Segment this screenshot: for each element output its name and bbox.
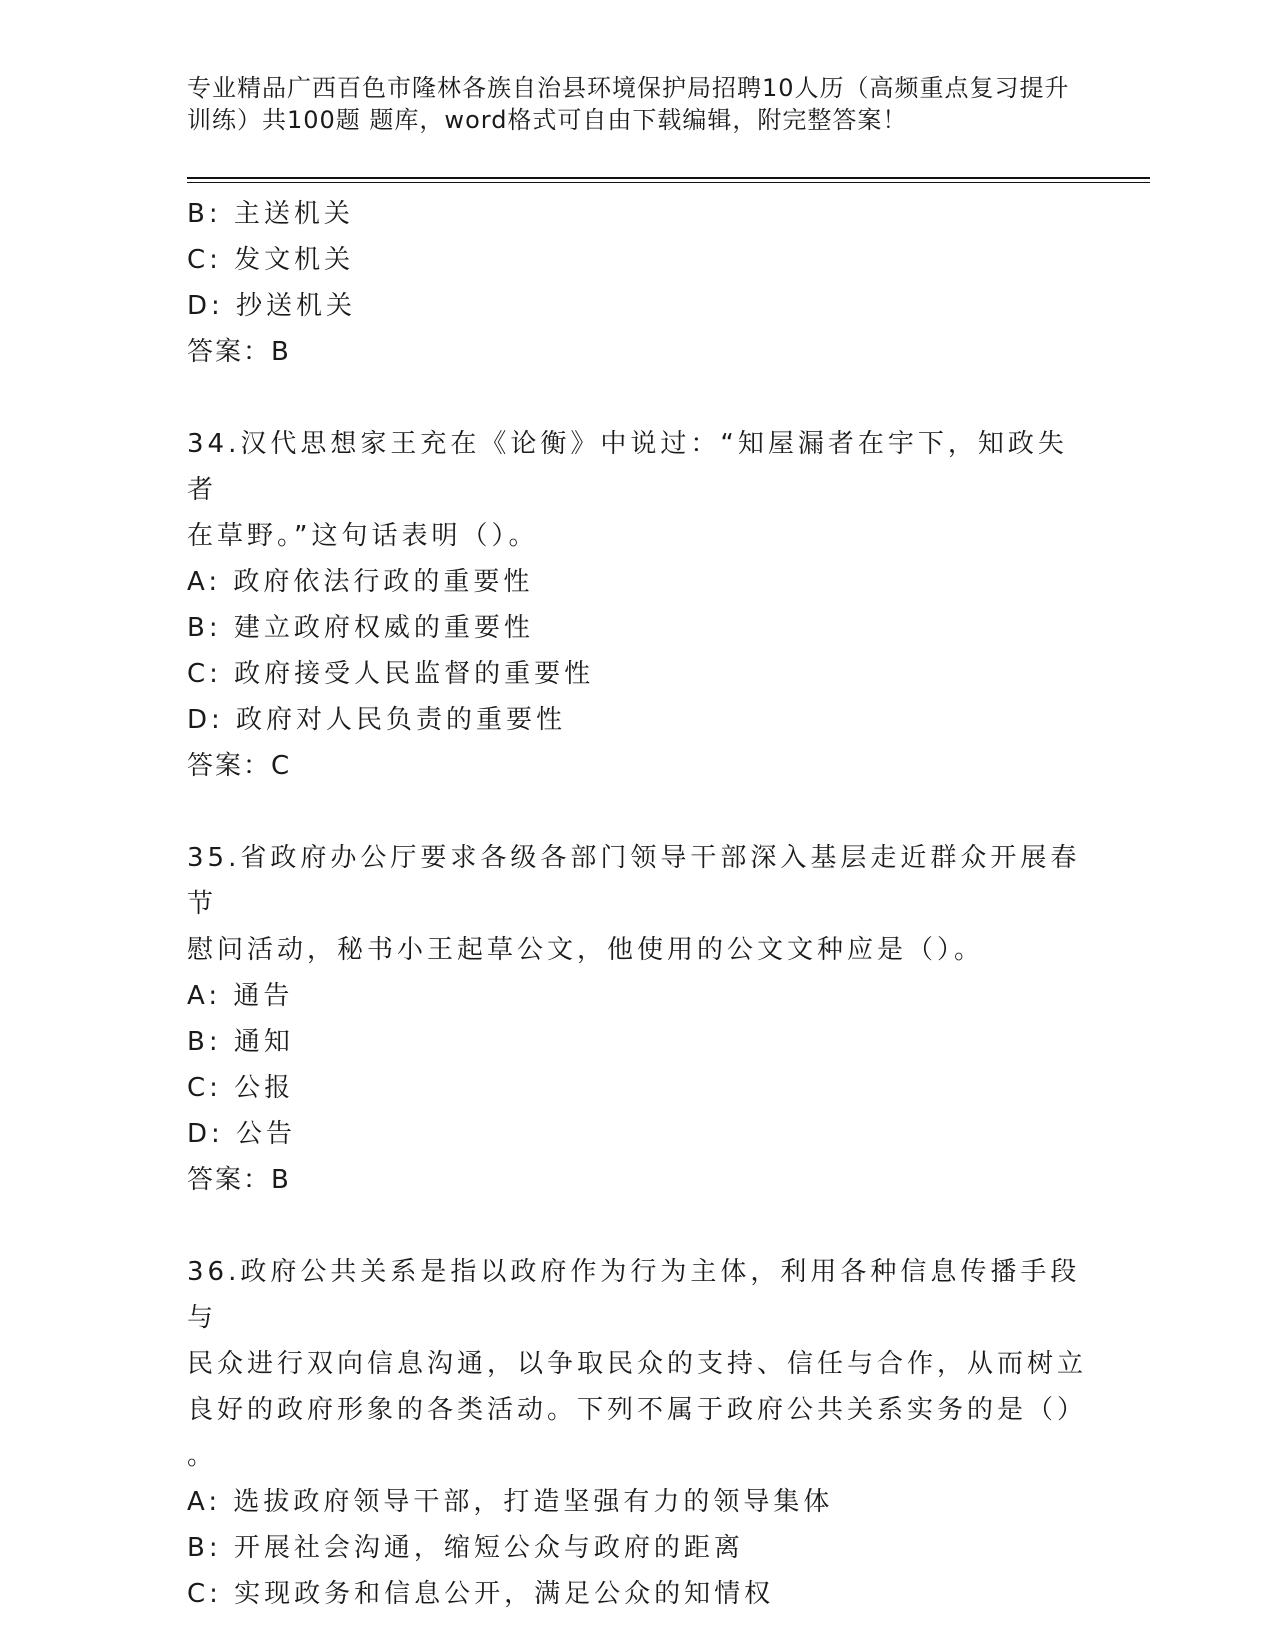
question-stem-line: 36.政府公共关系是指以政府作为行为主体，利用各种信息传播手段与 xyxy=(187,1257,1081,1333)
question-35 xyxy=(187,835,1087,1203)
document-header xyxy=(187,72,1087,136)
question-stem-line: 35.省政府办公厅要求各级各部门领导干部深入基层走近群众开展春节 xyxy=(187,843,1081,919)
answer-line: 答案：C xyxy=(187,751,292,781)
spacer xyxy=(187,1203,1087,1249)
question-list xyxy=(187,191,1087,1617)
spacer xyxy=(187,789,1087,835)
question-stem-line: 在草野。”这句话表明（）。 xyxy=(187,521,539,551)
option-b: B: 建立政府权威的重要性 xyxy=(187,613,534,643)
question-36 xyxy=(187,1249,1087,1617)
question-stem-line: 慰问活动，秘书小王起草公文，他使用的公文文种应是（）。 xyxy=(187,935,985,965)
option-c: C: 实现政务和信息公开，满足公众的知情权 xyxy=(187,1579,775,1609)
question-stem-line: 。 xyxy=(187,1441,218,1471)
option-b: B: 开展社会沟通，缩短公众与政府的距离 xyxy=(187,1533,744,1563)
option-c: C: 政府接受人民监督的重要性 xyxy=(187,659,595,689)
option-d: D: 政府对人民负责的重要性 xyxy=(187,705,567,735)
option-d: D: 公告 xyxy=(187,1119,297,1149)
spacer xyxy=(187,375,1087,421)
question-stem-line: 良好的政府形象的各类活动。下列不属于政府公共关系实务的是（） xyxy=(187,1395,1088,1425)
option-a: A: 选拔政府领导干部，打造坚强有力的领导集体 xyxy=(187,1487,834,1517)
question-stem-line: 34.汉代思想家王充在《论衡》中说过：“知屋漏者在宇下，知政失者 xyxy=(187,429,1068,505)
answer-line: 答案：B xyxy=(187,1165,291,1195)
option-c: C: 公报 xyxy=(187,1073,295,1103)
header-title-line-1: 专业精品广西百色市隆林各族自治县环境保护局招聘10人历（高频重点复习提升 xyxy=(187,74,1070,102)
question-34 xyxy=(187,421,1087,789)
option-a: A: 政府依法行政的重要性 xyxy=(187,567,534,597)
question-stem-line: 民众进行双向信息沟通，以争取民众的支持、信任与合作，从而树立 xyxy=(187,1349,1088,1379)
option-b: B: 通知 xyxy=(187,1027,294,1057)
header-rule-thin xyxy=(187,182,1150,183)
option-b: B: 主送机关 xyxy=(187,199,354,229)
option-d: D: 抄送机关 xyxy=(187,291,357,321)
answer-line: 答案：B xyxy=(187,337,291,367)
question-33-continued xyxy=(187,191,1087,375)
option-c: C: 发文机关 xyxy=(187,245,355,275)
option-a: A: 通告 xyxy=(187,981,294,1011)
header-title-line-2: 训练）共100题 题库，word格式可自由下载编辑，附完整答案！ xyxy=(187,106,908,134)
header-rule-thick xyxy=(187,177,1150,179)
